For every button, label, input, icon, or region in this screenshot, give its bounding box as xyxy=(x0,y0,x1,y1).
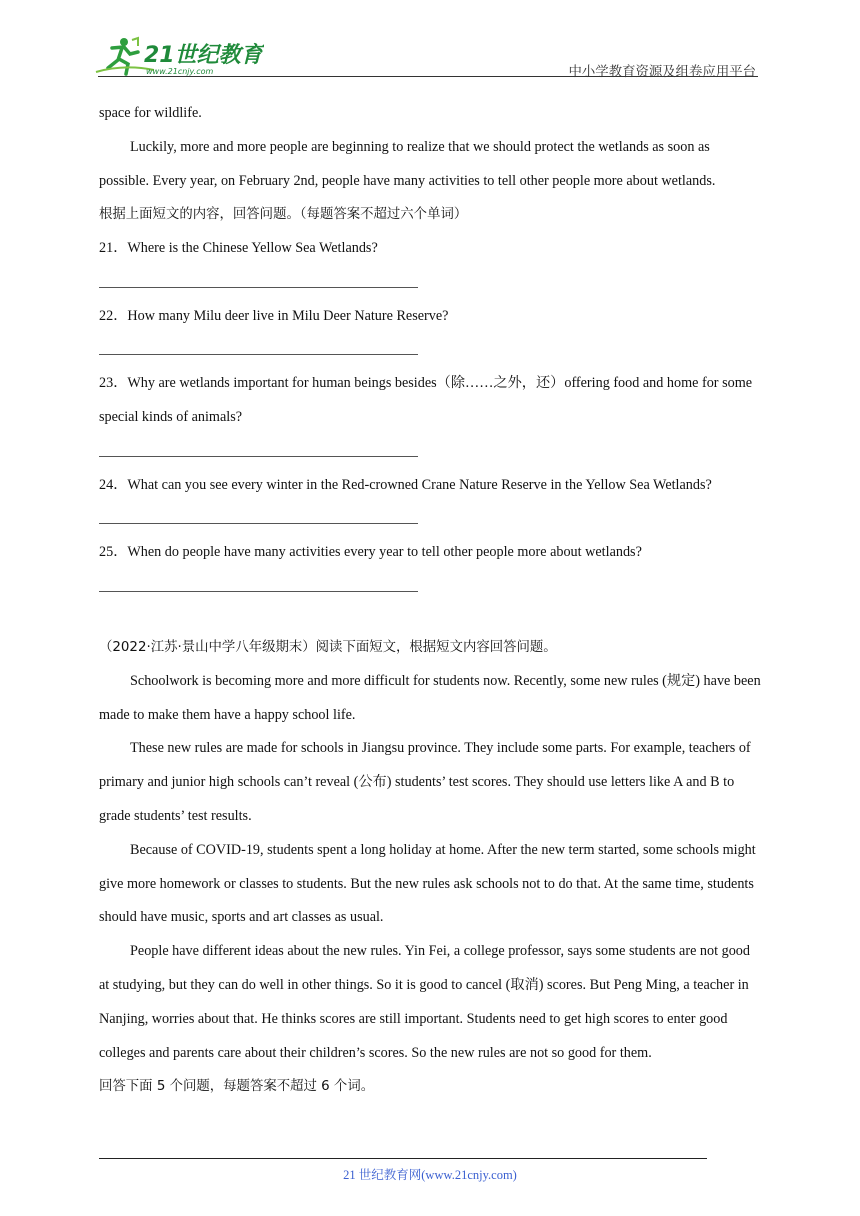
runner-logo-icon xyxy=(94,34,264,78)
question-21: 21．Where is the Chinese Yellow Sea Wetlands? xyxy=(99,240,378,257)
passage-fragment: space for wildlife. xyxy=(99,105,202,121)
answer-line-25[interactable] xyxy=(99,570,418,604)
answer-line-24[interactable] xyxy=(99,503,418,537)
header-divider xyxy=(98,76,758,77)
site-logo xyxy=(94,34,264,78)
passage-paragraph: These new rules are made for schools in Jiangsu province. They include some parts. For example, teachers of primary and junior high schools can’t reveal (公布) students’ test scores. They should use letters like A and B to grade students’ test results. xyxy=(99,740,751,824)
passage-paragraph: Schoolwork is becoming more and more difficult for students now. Recently, some new rules (规定) have been made to make them have a happy school life. xyxy=(99,672,761,723)
section-gap xyxy=(99,604,763,631)
question-23: 23．Why are wetlands important for human beings besides（除……之外，还）offering food and home for some special kinds of animals? xyxy=(99,375,753,426)
answer-line-23[interactable] xyxy=(99,435,418,469)
document-body xyxy=(99,97,763,1104)
question-instruction: 根据上面短文的内容，回答问题。（每题答案不超过六个单词） xyxy=(99,207,468,223)
passage-source: （2022·江苏·景山中学八年级期末）阅读下面短文，根据短文内容回答问题。 xyxy=(99,639,557,655)
svg-text:www.21cnjy.com: www.21cnjy.com xyxy=(146,67,214,76)
question-25: 25．When do people have many activities every year to tell other people more about wetlands? xyxy=(99,544,642,561)
footer-divider xyxy=(99,1158,707,1159)
question-instruction: 回答下面 5 个问题，每题答案不超过 6 个词。 xyxy=(99,1079,375,1095)
footer-link[interactable]: 21 世纪教育网(www.21cnjy.com) xyxy=(343,1168,517,1182)
passage-paragraph: People have different ideas about the new rules. Yin Fei, a college professor, says some students are not good at studying, but they can do well in other things. So it is good to cancel (取消) scores. But Peng Ming, a teacher in Nanjing, worries about that. He thinks scores are still important. Students need to get high scores to enter good colleges and parents care about their children’s scores. So the new rules are not so good for them. xyxy=(99,943,750,1061)
question-22: 22．How many Milu deer live in Milu Deer Nature Reserve? xyxy=(99,307,449,324)
question-24: 24．What can you see every winter in the Red-crowned Crane Nature Reserve in the Yellow Sea Wetlands? xyxy=(99,476,712,493)
answer-line-22[interactable] xyxy=(99,334,418,368)
svg-text:21世纪教育: 21世纪教育 xyxy=(144,43,263,68)
platform-title: 中小学教育资源及组卷应用平台 xyxy=(568,65,756,80)
passage-paragraph: Because of COVID-19, students spent a long holiday at home. After the new term started, some schools might give more homework or classes to students. But the new rules ask schools not to do that. At the same time, students should have music, sports and art classes as usual. xyxy=(99,841,756,926)
passage-paragraph: Luckily, more and more people are beginning to realize that we should protect the wetlands as soon as possible. Every year, on February 2nd, people have many activities to tell other people more about wetlands. xyxy=(99,138,716,189)
answer-line-21[interactable] xyxy=(99,266,418,300)
